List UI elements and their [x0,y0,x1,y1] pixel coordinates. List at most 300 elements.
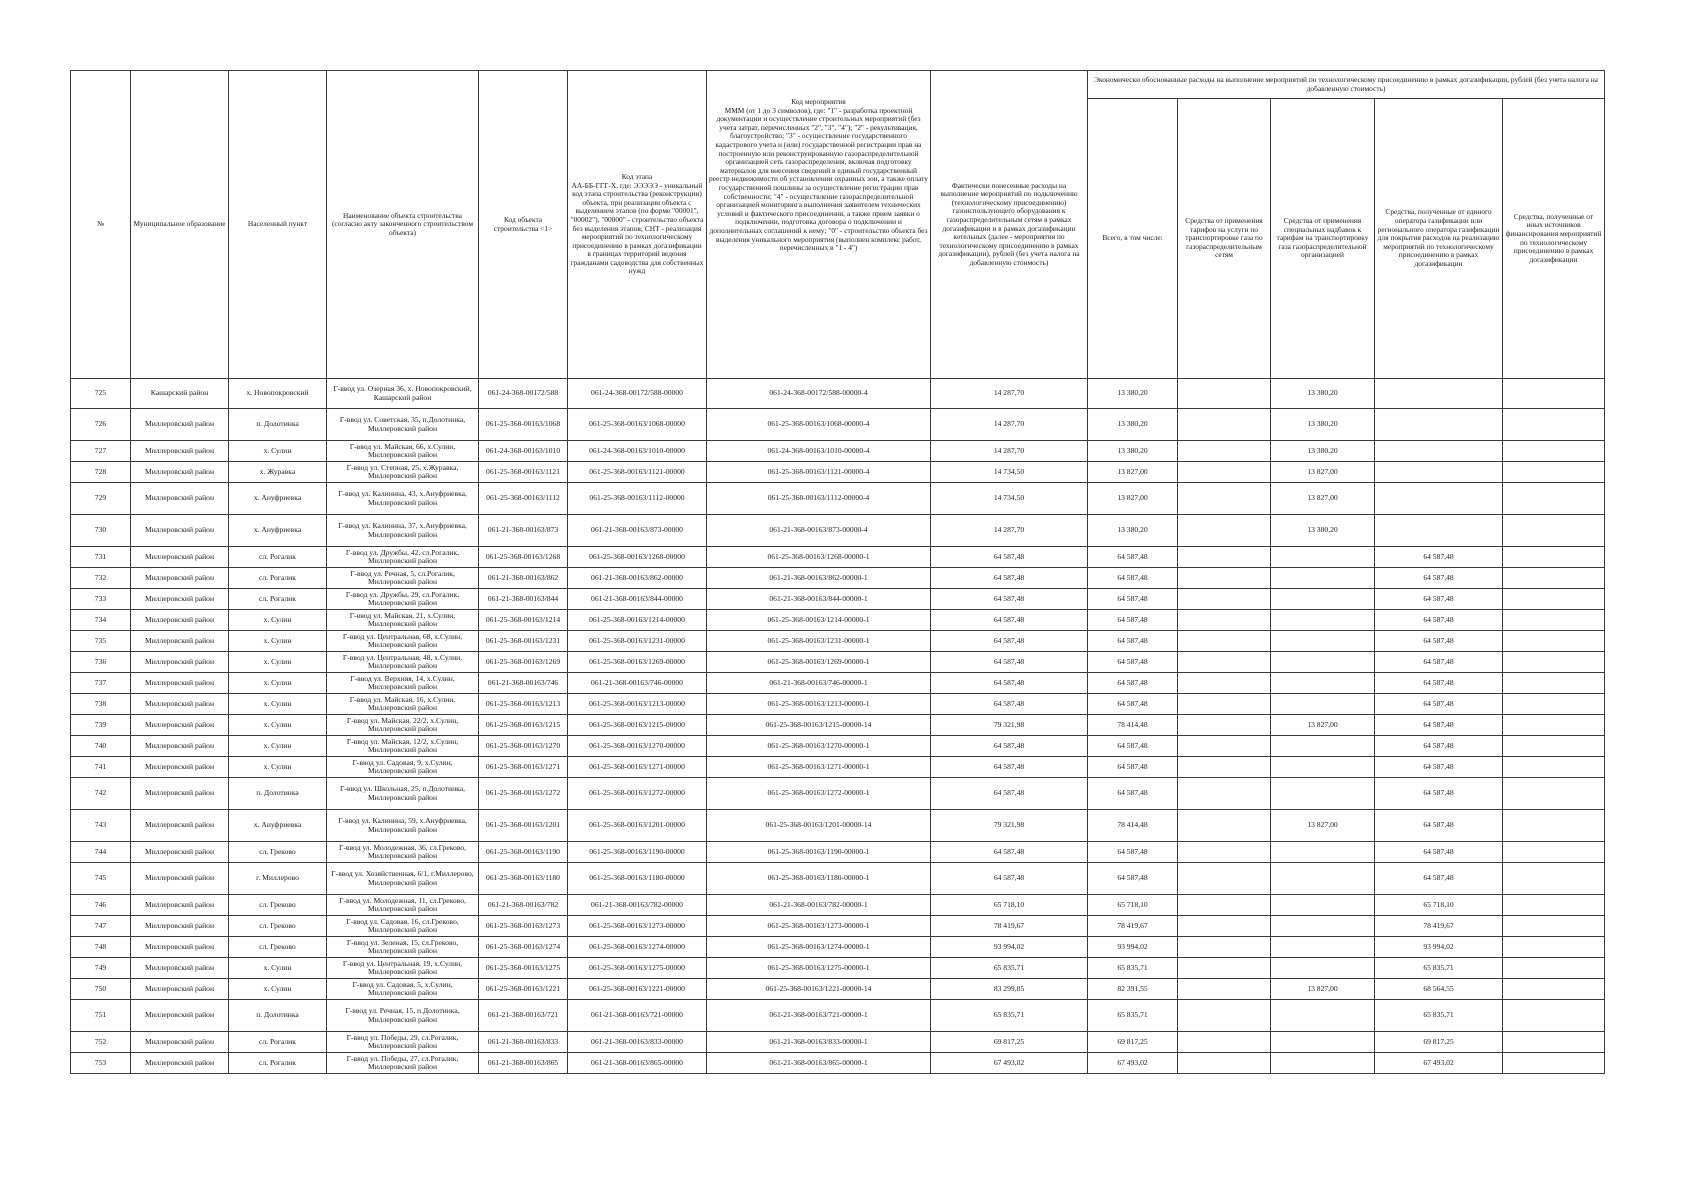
cell-tariff-funds [1178,916,1271,937]
cell-num: 727 [71,441,131,462]
cell-actual-costs: 64 587,48 [931,631,1088,652]
cell-operator-funds: 68 564,55 [1375,979,1503,1000]
cell-num: 732 [71,568,131,589]
cell-total: 13 827,00 [1088,462,1178,483]
cell-settlement: сл. Греково [229,937,327,958]
cell-event-code: 061-25-368-00163/1112-00000-4 [707,483,931,515]
cell-operator-funds [1375,409,1503,441]
cell-num: 725 [71,379,131,409]
cell-other-funds [1503,1032,1605,1053]
cell-surcharge-funds [1271,916,1375,937]
cell-actual-costs: 64 587,48 [931,842,1088,863]
cell-num: 729 [71,483,131,515]
cell-other-funds [1503,895,1605,916]
cell-num: 735 [71,631,131,652]
table-row [71,379,1605,409]
cell-object-name: Г-ввод ул. Садовая, 16, сл.Греково, Миллеровский район [327,916,479,937]
cell-event-code: 061-25-368-00163/1190-00000-1 [707,842,931,863]
cell-stage-code: 061-25-368-00163/1221-00000 [568,979,707,1000]
cell-num: 734 [71,610,131,631]
table-row [71,757,1605,778]
cell-num: 741 [71,757,131,778]
cell-object-code: 061-25-368-00163/1213 [479,694,568,715]
cell-tariff-funds [1178,631,1271,652]
cell-num: 742 [71,778,131,810]
cell-tariff-funds [1178,379,1271,409]
cell-surcharge-funds [1271,610,1375,631]
cell-event-code: 061-25-368-00163/1215-00000-14 [707,715,931,736]
cell-total: 13 380,20 [1088,409,1178,441]
cell-object-code: 061-21-368-00163/746 [479,673,568,694]
cell-total: 64 587,48 [1088,694,1178,715]
cell-surcharge-funds [1271,842,1375,863]
cell-settlement: сл. Рогалик [229,1053,327,1074]
cell-other-funds [1503,483,1605,515]
table-row [71,673,1605,694]
cell-total: 64 587,48 [1088,736,1178,757]
cell-object-name: Г-ввод ул. Майская, 22/2, х.Сулин, Миллеровский район [327,715,479,736]
cell-surcharge-funds [1271,937,1375,958]
cell-event-code: 061-25-368-00163/1068-00000-4 [707,409,931,441]
cell-operator-funds [1375,462,1503,483]
cell-event-code: 061-25-368-00163/1180-00000-1 [707,863,931,895]
cell-settlement: г. Миллерово [229,863,327,895]
cell-event-code: 061-21-368-00163/865-00000-1 [707,1053,931,1074]
cell-object-name: Г-ввод ул. Молодежная, 11, сл.Греково, Миллеровский район [327,895,479,916]
cell-other-funds [1503,810,1605,842]
cell-stage-code: 061-21-368-00163/721-00000 [568,1000,707,1032]
cell-operator-funds: 64 587,48 [1375,652,1503,673]
cell-surcharge-funds: 13 827,00 [1271,810,1375,842]
cell-object-name: Г-ввод ул. Майская, 12/2, х.Сулин, Миллеровский район [327,736,479,757]
cell-actual-costs: 64 587,48 [931,863,1088,895]
cell-stage-code: 061-25-368-00163/1213-00000 [568,694,707,715]
cell-tariff-funds [1178,610,1271,631]
cell-municipality: Миллеровский район [131,958,229,979]
cell-municipality: Миллеровский район [131,515,229,547]
cell-stage-code: 061-21-368-00163/862-00000 [568,568,707,589]
cell-stage-code: 061-21-368-00163/865-00000 [568,1053,707,1074]
cell-tariff-funds [1178,863,1271,895]
cell-event-code: 061-25-368-00163/1201-00000-14 [707,810,931,842]
cell-total: 64 587,48 [1088,610,1178,631]
cell-surcharge-funds: 13 380,20 [1271,515,1375,547]
cell-municipality: Миллеровский район [131,916,229,937]
cell-other-funds [1503,589,1605,610]
cell-object-code: 061-21-368-00163/862 [479,568,568,589]
cell-event-code: 061-25-368-00163/1214-00000-1 [707,610,931,631]
cell-tariff-funds [1178,810,1271,842]
cell-operator-funds [1375,483,1503,515]
cell-total: 78 419,67 [1088,916,1178,937]
cell-surcharge-funds [1271,1032,1375,1053]
table-row [71,547,1605,568]
cell-actual-costs: 64 587,48 [931,673,1088,694]
cell-operator-funds: 65 718,10 [1375,895,1503,916]
cell-num: 737 [71,673,131,694]
cell-settlement: х. Сулин [229,441,327,462]
cell-object-code: 061-25-368-00163/1121 [479,462,568,483]
cell-surcharge-funds: 13 827,00 [1271,462,1375,483]
table-row [71,736,1605,757]
cell-settlement: х. Сулин [229,694,327,715]
cell-municipality: Миллеровский район [131,568,229,589]
table-row [71,895,1605,916]
cell-settlement: сл. Греково [229,895,327,916]
col-header-group-economic-costs: Экономически обоснованные расходы на выполнение мероприятий по технологическому присоединению в рамках догазификации, рублей (без учета налога на добавленную стоимость) [1088,71,1605,99]
col-header-event-code: Код мероприятия МММ (от 1 до 3 символов), где: "1" - разработка проектной документации и осуществление строительных мероприятий (без учета затрат, перечисленных "2", "3", "4"); "2" - рекультивация, благоустройство; "3" - осуществление государственного кадастрового учета и (или) государственной регистрации прав на построенную или реконструированную газораспределительной организацией сеть газораспределения, включая подготовку материалов для внесения сведений в единый государственный реестр недвижимости об установлении охранных зон, а также оплату государственной пошлины за осуществление регистрации прав собственности; "4" - осуществление газораспределительной организацией мониторинга выполнения заявителем технических условий и фактического присоединения, а также прием заявки о подключении, подготовка договора о подключении и дополнительных соглашений к нему; "0" - строительство объекта без выделения уникального мероприятия (выполнен комплекс работ, перечисленных в "1 - 4") [707,71,931,379]
cell-object-code: 061-25-368-00163/1268 [479,547,568,568]
cell-operator-funds [1375,515,1503,547]
cell-num: 731 [71,547,131,568]
cell-num: 746 [71,895,131,916]
cell-other-funds [1503,568,1605,589]
table-row [71,958,1605,979]
cell-operator-funds: 64 587,48 [1375,673,1503,694]
cell-municipality: Миллеровский район [131,652,229,673]
cell-other-funds [1503,863,1605,895]
cell-actual-costs: 69 817,25 [931,1032,1088,1053]
cell-settlement: х. Сулин [229,757,327,778]
cell-num: 740 [71,736,131,757]
cell-stage-code: 061-25-368-00163/1068-00000 [568,409,707,441]
cell-actual-costs: 64 587,48 [931,694,1088,715]
cell-municipality: Миллеровский район [131,409,229,441]
cell-object-code: 061-25-368-00163/1215 [479,715,568,736]
cell-actual-costs: 78 419,67 [931,916,1088,937]
cell-settlement: п. Долотинка [229,778,327,810]
cell-tariff-funds [1178,979,1271,1000]
cell-tariff-funds [1178,1000,1271,1032]
cell-actual-costs: 14 287,70 [931,379,1088,409]
cell-municipality: Миллеровский район [131,895,229,916]
cell-stage-code: 061-25-368-00163/1215-00000 [568,715,707,736]
cell-total: 65 835,71 [1088,1000,1178,1032]
cell-stage-code: 061-25-368-00163/1121-00000 [568,462,707,483]
cell-event-code: 061-24-368-00163/1010-00000-4 [707,441,931,462]
col-header-settlement: Населенный пункт [229,71,327,379]
cell-surcharge-funds [1271,1053,1375,1074]
cell-actual-costs: 79 321,98 [931,715,1088,736]
cell-operator-funds: 93 994,02 [1375,937,1503,958]
col-header-object-code: Код объекта строительства <1> [479,71,568,379]
cell-total: 93 994,02 [1088,937,1178,958]
cell-surcharge-funds: 13 380,20 [1271,379,1375,409]
cell-total: 67 493,02 [1088,1053,1178,1074]
cell-operator-funds: 64 587,48 [1375,863,1503,895]
cell-object-code: 061-21-368-00163/873 [479,515,568,547]
cell-surcharge-funds: 13 827,00 [1271,979,1375,1000]
cell-other-funds [1503,736,1605,757]
cell-settlement: п. Долотинка [229,409,327,441]
cell-object-name: Г-ввод ул. Хозяйственная, 6/1, г.Миллерово, Миллеровский район [327,863,479,895]
table-row [71,916,1605,937]
cell-settlement: х. Сулин [229,652,327,673]
cell-total: 13 380,20 [1088,515,1178,547]
cell-total: 64 587,48 [1088,673,1178,694]
cell-total: 69 817,25 [1088,1032,1178,1053]
cell-object-code: 061-25-368-00163/1269 [479,652,568,673]
cell-surcharge-funds [1271,568,1375,589]
cell-settlement: сл. Греково [229,916,327,937]
cell-stage-code: 061-25-368-00163/1180-00000 [568,863,707,895]
cell-total: 65 835,71 [1088,958,1178,979]
cell-total: 64 587,48 [1088,842,1178,863]
table-row [71,1000,1605,1032]
cell-actual-costs: 64 587,48 [931,589,1088,610]
table-row [71,568,1605,589]
cell-settlement: х. Сулин [229,736,327,757]
cell-event-code: 061-25-368-00163/1273-00000-1 [707,916,931,937]
cell-stage-code: 061-25-368-00163/1268-00000 [568,547,707,568]
cell-actual-costs: 14 287,70 [931,409,1088,441]
cell-operator-funds [1375,379,1503,409]
cell-other-funds [1503,979,1605,1000]
cell-tariff-funds [1178,694,1271,715]
table-header [71,71,1605,379]
table-row [71,1053,1605,1074]
cell-stage-code: 061-25-368-00163/1271-00000 [568,757,707,778]
cell-object-name: Г-ввод ул. Майская, 21, х.Сулин, Миллеровский район [327,610,479,631]
cell-municipality: Миллеровский район [131,842,229,863]
cell-num: 749 [71,958,131,979]
cell-other-funds [1503,757,1605,778]
cell-surcharge-funds: 13 827,00 [1271,715,1375,736]
cell-operator-funds: 64 587,48 [1375,757,1503,778]
cell-operator-funds: 67 493,02 [1375,1053,1503,1074]
table-row [71,610,1605,631]
cell-settlement: сл. Рогалик [229,568,327,589]
cell-actual-costs: 14 734,50 [931,462,1088,483]
table-body [71,379,1605,1074]
table-row [71,979,1605,1000]
cell-object-code: 061-25-368-00163/1270 [479,736,568,757]
cell-surcharge-funds [1271,694,1375,715]
cell-operator-funds: 64 587,48 [1375,736,1503,757]
cell-event-code: 061-21-368-00163/782-00000-1 [707,895,931,916]
cell-object-name: Г-ввод ул. Речная, 15, п.Долотинка, Миллеровский район [327,1000,479,1032]
cell-stage-code: 061-25-368-00163/1201-00000 [568,810,707,842]
cell-tariff-funds [1178,715,1271,736]
cell-surcharge-funds [1271,958,1375,979]
cell-tariff-funds [1178,409,1271,441]
cell-object-code: 061-25-368-00163/1068 [479,409,568,441]
table-row [71,937,1605,958]
cell-stage-code: 061-25-368-00163/1273-00000 [568,916,707,937]
cell-total: 64 587,48 [1088,778,1178,810]
cell-other-funds [1503,1000,1605,1032]
cell-operator-funds: 64 587,48 [1375,547,1503,568]
cell-municipality: Миллеровский район [131,547,229,568]
cell-total: 64 587,48 [1088,589,1178,610]
cell-stage-code: 061-25-368-00163/1214-00000 [568,610,707,631]
cell-stage-code: 061-25-368-00163/1112-00000 [568,483,707,515]
cell-object-code: 061-25-368-00163/1272 [479,778,568,810]
cell-settlement: сл. Греково [229,842,327,863]
cell-object-name: Г-ввод ул. Садовая, 5, х.Сулин, Миллеровский район [327,979,479,1000]
cell-object-name: Г-ввод ул. Дружбы, 42, сл.Рогалик, Миллеровский район [327,547,479,568]
cell-municipality: Миллеровский район [131,1053,229,1074]
cell-actual-costs: 64 587,48 [931,610,1088,631]
cell-other-funds [1503,715,1605,736]
cell-stage-code: 061-21-368-00163/873-00000 [568,515,707,547]
cell-object-name: Г-ввод ул. Калинина, 59, х.Ануфриевка, Миллеровский район [327,810,479,842]
cell-municipality: Кашарский район [131,379,229,409]
cell-actual-costs: 14 287,70 [931,441,1088,462]
cell-object-code: 061-25-368-00163/1275 [479,958,568,979]
cell-object-code: 061-25-368-00163/1201 [479,810,568,842]
cost-table [70,70,1605,1074]
table-row [71,589,1605,610]
cell-tariff-funds [1178,547,1271,568]
cell-actual-costs: 65 835,71 [931,958,1088,979]
cell-total: 78 414,48 [1088,715,1178,736]
cell-total: 64 587,48 [1088,863,1178,895]
cell-settlement: х. Ануфриевка [229,483,327,515]
cell-surcharge-funds: 13 827,00 [1271,483,1375,515]
cell-object-code: 061-25-368-00163/1274 [479,937,568,958]
cell-other-funds [1503,409,1605,441]
cell-object-name: Г-ввод ул. Калинина, 43, х.Ануфриевка, Миллеровский район [327,483,479,515]
cell-tariff-funds [1178,568,1271,589]
cell-total: 13 827,00 [1088,483,1178,515]
cell-object-code: 061-25-368-00163/1271 [479,757,568,778]
cell-tariff-funds [1178,652,1271,673]
cell-stage-code: 061-25-368-00163/1274-00000 [568,937,707,958]
cell-stage-code: 061-21-368-00163/746-00000 [568,673,707,694]
cell-municipality: Миллеровский район [131,441,229,462]
col-header-operator-funds: Средства, полученные от единого оператора газификации или регионального оператора газификации для покрытия расходов на реализацию мероприятий по технологическому присоединению в рамках догазификации [1375,99,1503,379]
cell-surcharge-funds: 13 380,20 [1271,441,1375,462]
cell-municipality: Миллеровский район [131,778,229,810]
cell-object-name: Г-ввод ул. Центральная, 68, х.Сулин, Миллеровский район [327,631,479,652]
cell-other-funds [1503,778,1605,810]
cell-event-code: 061-25-368-00163/1121-00000-4 [707,462,931,483]
cell-settlement: х. Сулин [229,715,327,736]
cell-other-funds [1503,379,1605,409]
cell-stage-code: 061-25-368-00163/1190-00000 [568,842,707,863]
cell-num: 753 [71,1053,131,1074]
cell-operator-funds: 65 835,71 [1375,958,1503,979]
cell-surcharge-funds [1271,652,1375,673]
table-row [71,694,1605,715]
cell-total: 64 587,48 [1088,568,1178,589]
cell-operator-funds: 64 587,48 [1375,631,1503,652]
cell-tariff-funds [1178,515,1271,547]
cell-actual-costs: 64 587,48 [931,757,1088,778]
cell-settlement: х. Сулин [229,610,327,631]
cell-event-code: 061-25-368-00163/1269-00000-1 [707,652,931,673]
cell-stage-code: 061-25-368-00163/1269-00000 [568,652,707,673]
cell-municipality: Миллеровский район [131,757,229,778]
table-row [71,515,1605,547]
table-row [71,810,1605,842]
cell-municipality: Миллеровский район [131,810,229,842]
table-row [71,652,1605,673]
cell-municipality: Миллеровский район [131,979,229,1000]
cell-tariff-funds [1178,462,1271,483]
table-row [71,1032,1605,1053]
cell-stage-code: 061-21-368-00163/782-00000 [568,895,707,916]
cell-event-code: 061-21-368-00163/862-00000-1 [707,568,931,589]
cell-tariff-funds [1178,895,1271,916]
cell-tariff-funds [1178,589,1271,610]
cell-stage-code: 061-24-368-00172/588-00000 [568,379,707,409]
cell-num: 736 [71,652,131,673]
cell-tariff-funds [1178,483,1271,515]
col-header-num: № [71,71,131,379]
cell-event-code: 061-21-368-00163/746-00000-1 [707,673,931,694]
col-header-object-name: Наименование объекта строительства (согласно акту законченного строительством объекта) [327,71,479,379]
cell-tariff-funds [1178,937,1271,958]
cell-event-code: 061-21-368-00163/873-00000-4 [707,515,931,547]
cell-object-code: 061-21-368-00163/833 [479,1032,568,1053]
cell-actual-costs: 93 994,02 [931,937,1088,958]
cell-municipality: Миллеровский район [131,610,229,631]
cell-actual-costs: 65 718,10 [931,895,1088,916]
cell-object-code: 061-25-368-00163/1112 [479,483,568,515]
cell-tariff-funds [1178,441,1271,462]
col-header-municipality: Муниципальное образование [131,71,229,379]
cell-actual-costs: 14 287,70 [931,515,1088,547]
col-header-actual-costs: Фактически понесенные расходы на выполнение мероприятий по подключению (технологическому присоединению) газоиспользующего оборудования к газораспределительным сетям в рамках догазификации и в рамках догазификации котельных (далее - мероприятия по технологическому присоединению в рамках догазификации), рублей (без учета налога на добавленную стоимость) [931,71,1088,379]
cell-event-code: 061-25-368-00163/1271-00000-1 [707,757,931,778]
cell-surcharge-funds [1271,631,1375,652]
cell-settlement: х. Новопокровский [229,379,327,409]
cell-municipality: Миллеровский район [131,937,229,958]
cell-settlement: п. Долотинка [229,1000,327,1032]
table-row [71,715,1605,736]
cell-settlement: х. Ануфриевка [229,515,327,547]
cell-municipality: Миллеровский район [131,736,229,757]
cell-surcharge-funds [1271,778,1375,810]
cell-object-name: Г-ввод ул. Молодежная, 36, сл.Греково, Миллеровский район [327,842,479,863]
cell-tariff-funds [1178,736,1271,757]
cell-object-name: Г-ввод ул. Победы, 27, сл.Рогалик, Миллеровский район [327,1053,479,1074]
cell-num: 728 [71,462,131,483]
cell-total: 78 414,48 [1088,810,1178,842]
cell-settlement: сл. Рогалик [229,547,327,568]
cell-object-code: 061-25-368-00163/1221 [479,979,568,1000]
cell-num: 750 [71,979,131,1000]
cell-surcharge-funds [1271,589,1375,610]
cell-object-name: Г-ввод ул. Речная, 5, сл.Рогалик, Миллеровский район [327,568,479,589]
cell-stage-code: 061-25-368-00163/1275-00000 [568,958,707,979]
cell-object-code: 061-25-368-00163/1190 [479,842,568,863]
col-header-total: Всего, в том числе: [1088,99,1178,379]
cell-total: 64 587,48 [1088,757,1178,778]
cell-surcharge-funds [1271,547,1375,568]
cell-total: 82 391,55 [1088,979,1178,1000]
cell-municipality: Миллеровский район [131,694,229,715]
col-header-stage-code: Код этапа АА-ББ-ГГГ-Х, где: ЭЭЭЭЭ - уникальный код этапа строительства (реконструкции) объекта, при реализации объекта с выделением этапов (по форме "00001", "00002"), "00000" - строительство объекта без выделения этапов; СНТ - реализация мероприятий по технологическому присоединению в рамках догазификации в границах территорий ведения гражданами садоводства для собственных нужд [568,71,707,379]
col-header-surcharge-funds: Средства от применения специальных надбавок к тарифам на транспортировку газа газораспределительной организацией [1271,99,1375,379]
cell-object-name: Г-ввод ул. Советская, 35, п.Долотинка, Миллеровский район [327,409,479,441]
cell-actual-costs: 64 587,48 [931,652,1088,673]
cell-municipality: Миллеровский район [131,715,229,736]
cell-operator-funds: 69 817,25 [1375,1032,1503,1053]
cell-stage-code: 061-25-368-00163/1270-00000 [568,736,707,757]
cell-num: 743 [71,810,131,842]
cell-settlement: х. Сулин [229,979,327,1000]
cell-object-name: Г-ввод ул. Садовая, 9, х.Сулин, Миллеровский район [327,757,479,778]
cell-num: 747 [71,916,131,937]
cell-actual-costs: 64 587,48 [931,568,1088,589]
cell-municipality: Миллеровский район [131,462,229,483]
cell-actual-costs: 64 587,48 [931,736,1088,757]
cell-tariff-funds [1178,958,1271,979]
cell-other-funds [1503,547,1605,568]
